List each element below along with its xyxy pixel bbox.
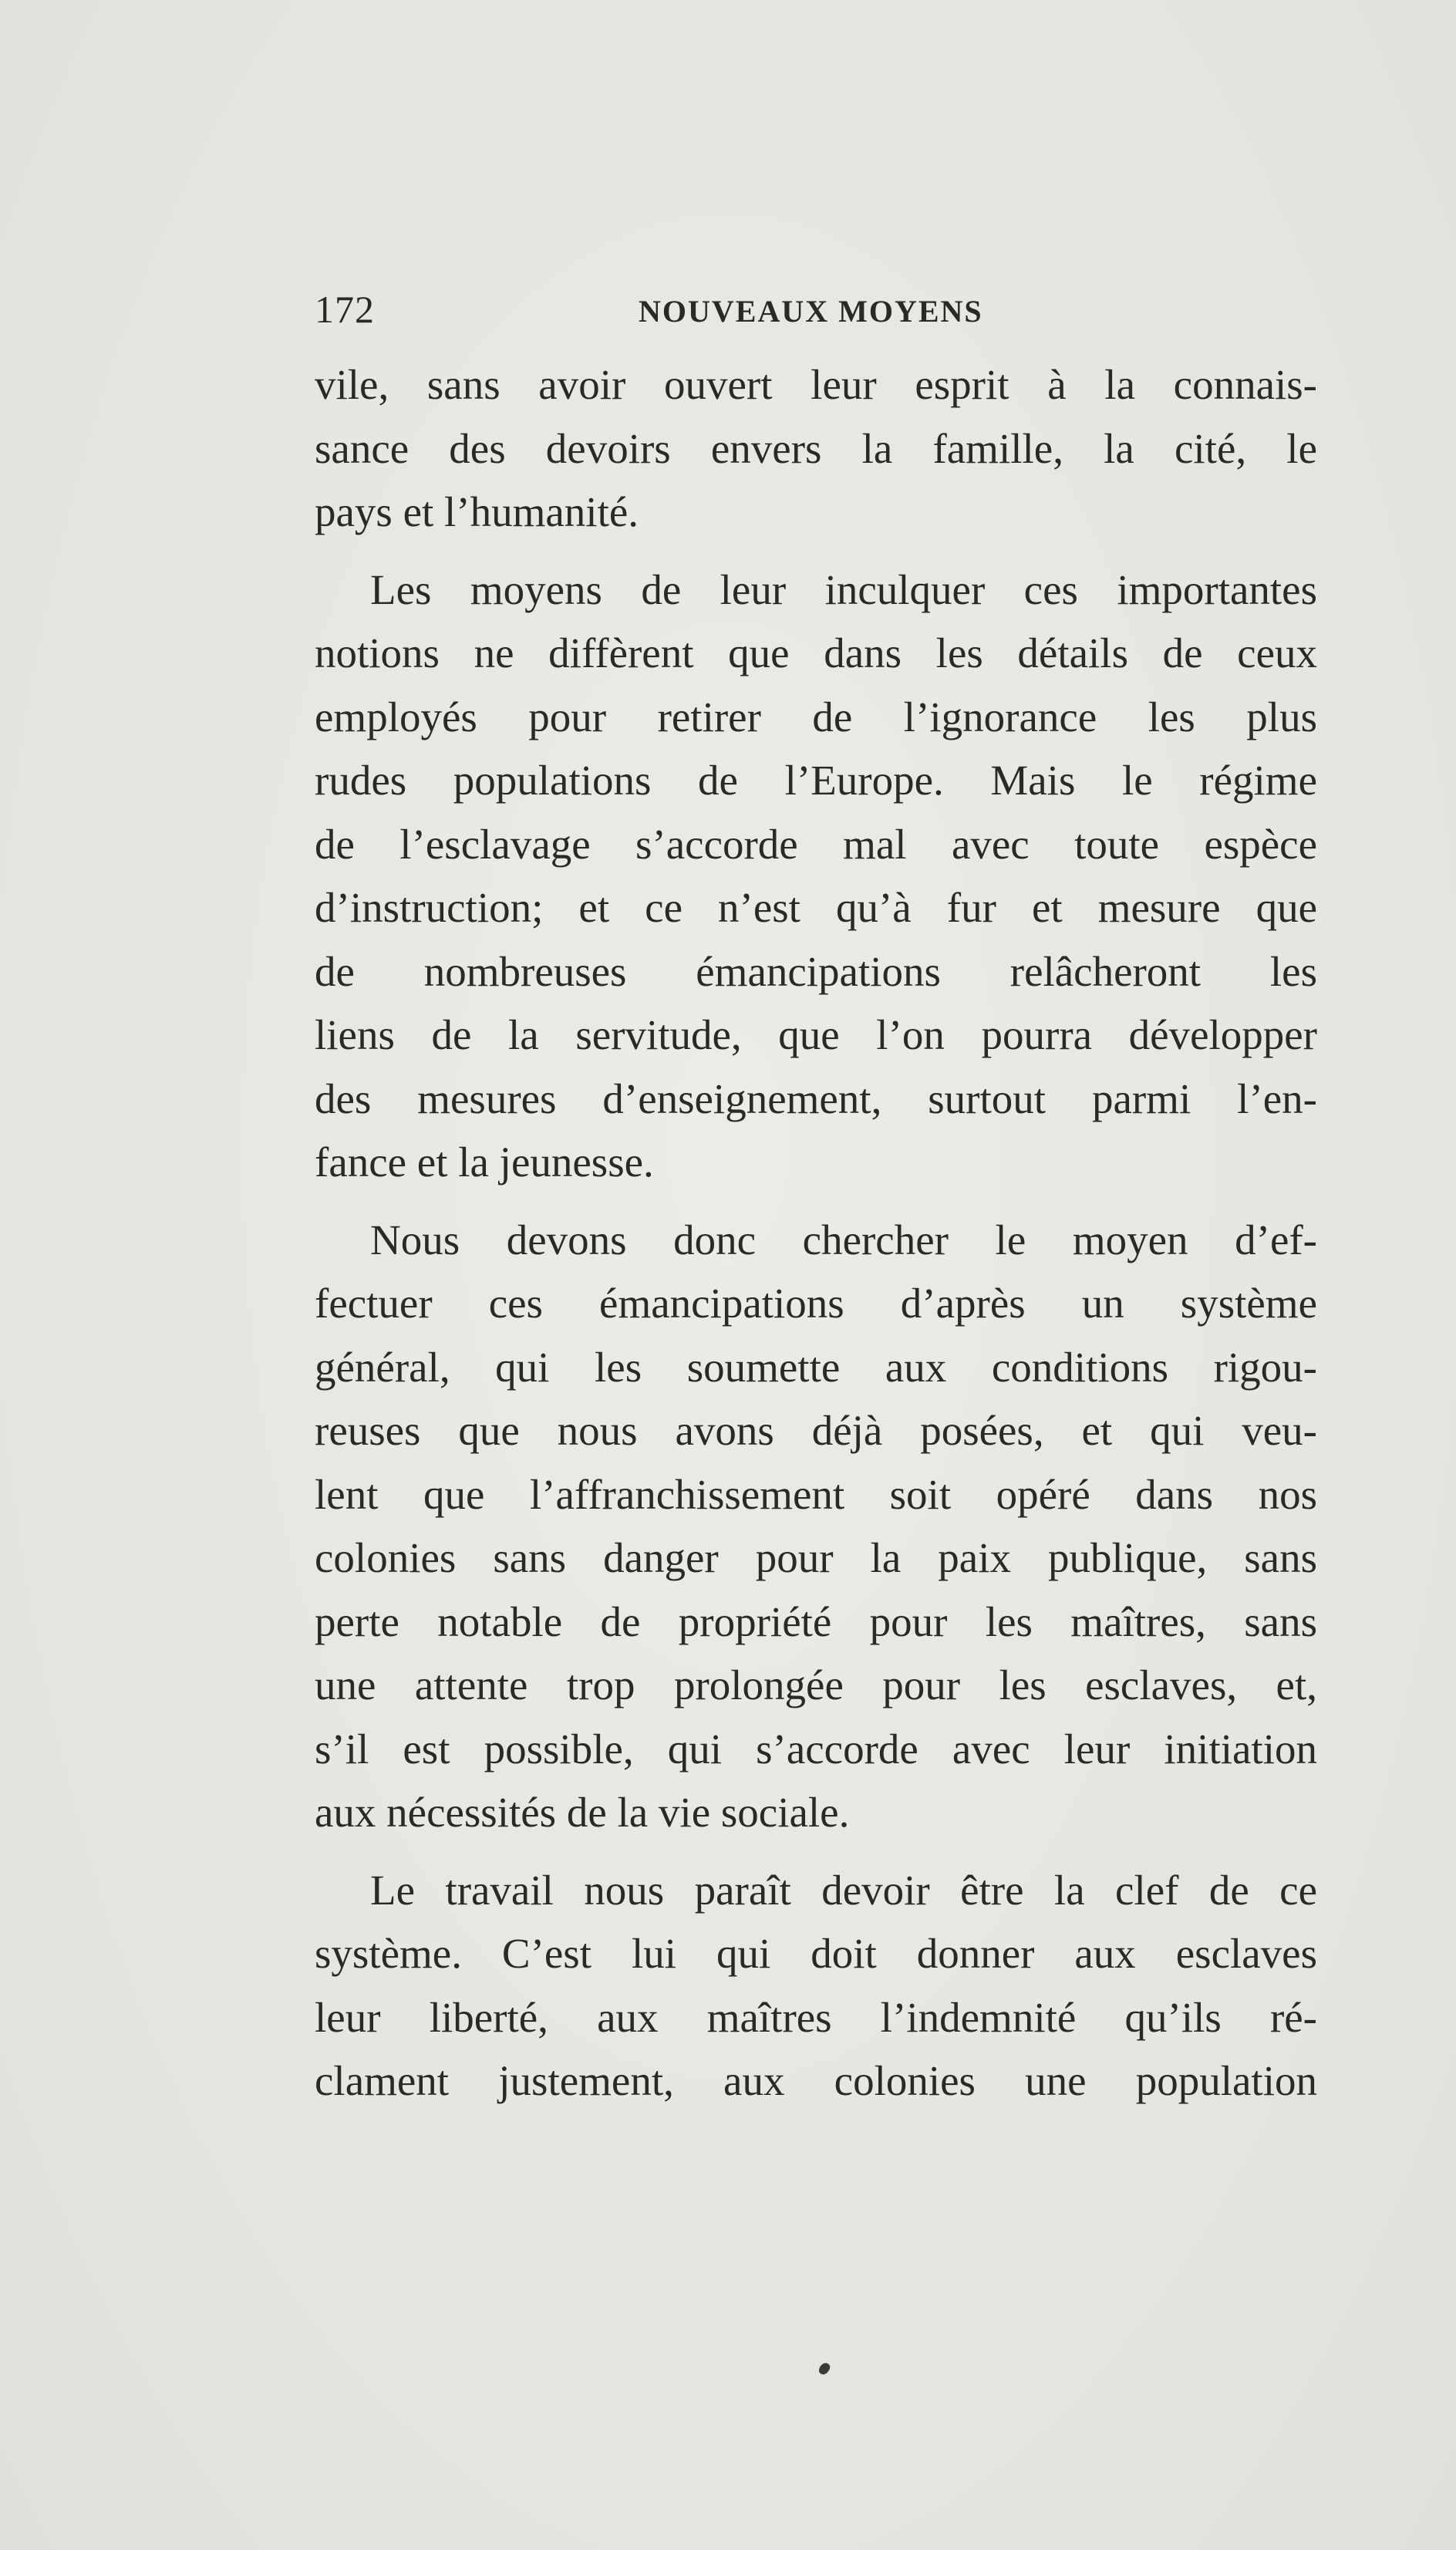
text-line: aux nécessités de la vie sociale. — [315, 1789, 850, 1836]
text-line: fectuer ces émancipations d’après un système — [315, 1280, 1317, 1327]
paragraph — [315, 558, 1317, 1195]
text-line: fance et la jeunesse. — [315, 1138, 654, 1186]
body-text — [315, 353, 1317, 2113]
text-line: Le travail nous paraît devoir être la clef de ce — [370, 1866, 1317, 1914]
text-line: rudes populations de l’Europe. Mais le régime — [315, 757, 1317, 804]
text-line: colonies sans danger pour la paix publique, sans — [315, 1534, 1317, 1581]
text-line: leur liberté, aux maîtres l’indemnité qu’ils ré- — [315, 1993, 1317, 2041]
text-line: de nombreuses émancipations relâcheront les — [315, 947, 1317, 995]
text-line: d’instruction; et ce n’est qu’à fur et mesure que — [315, 884, 1317, 931]
ink-speck — [817, 2361, 831, 2376]
text-line: perte notable de propriété pour les maîtres, sans — [315, 1597, 1317, 1645]
text-line: de l’esclavage s’accorde mal avec toute espèce — [315, 820, 1317, 868]
text-line: liens de la servitude, que l’on pourra développer — [315, 1011, 1317, 1058]
paragraph-continuation — [315, 353, 1317, 545]
text-line: notions ne diffèrent que dans les détails de ceux — [315, 629, 1317, 676]
text-line: employés pour retirer de l’ignorance les plus — [315, 693, 1317, 740]
text-line: sance des devoirs envers la famille, la cité, le — [315, 424, 1317, 472]
page-number: 172 — [315, 288, 375, 331]
text-line: reuses que nous avons déjà posées, et qui veu- — [315, 1407, 1317, 1454]
text-line: lent que l’affranchissement soit opéré dans nos — [315, 1470, 1317, 1518]
running-title: NOUVEAUX MOYENS — [639, 294, 983, 329]
running-head — [315, 287, 1317, 333]
paragraph — [315, 1209, 1317, 1845]
text-line: système. C’est lui qui doit donner aux esclaves — [315, 1930, 1317, 1977]
text-line: des mesures d’enseignement, surtout parmi l’en- — [315, 1074, 1317, 1122]
text-line: général, qui les soumette aux conditions rigou- — [315, 1343, 1317, 1391]
text-line: Nous devons donc chercher le moyen d’ef- — [370, 1216, 1317, 1263]
text-line: une attente trop prolongée pour les esclaves, et, — [315, 1661, 1317, 1708]
text-line: clament justement, aux colonies une population — [315, 2057, 1317, 2104]
paragraph — [315, 1859, 1317, 2113]
text-line: Les moyens de leur inculquer ces importantes — [370, 565, 1317, 613]
text-line: pays et l’humanité. — [315, 488, 639, 535]
text-line: s’il est possible, qui s’accorde avec leur initiation — [315, 1725, 1317, 1773]
text-line: vile, sans avoir ouvert leur esprit à la connais- — [315, 361, 1317, 408]
